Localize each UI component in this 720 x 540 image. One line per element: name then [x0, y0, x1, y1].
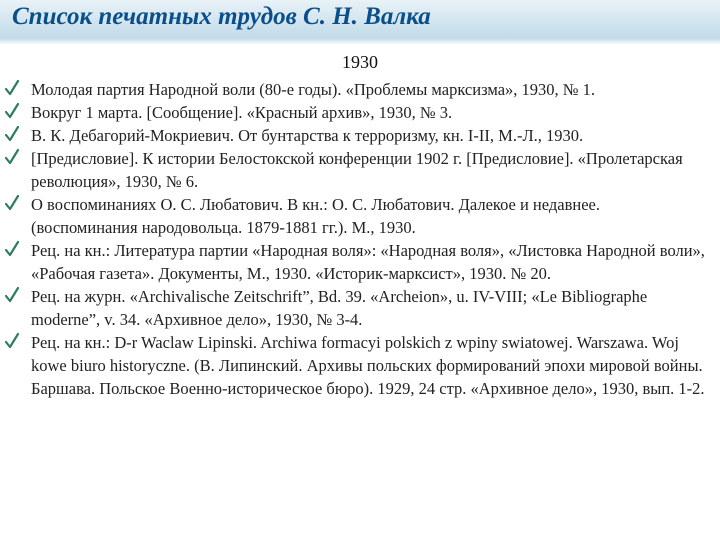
checkmark-icon	[5, 79, 19, 97]
year-heading: 1930	[342, 52, 378, 72]
entry-text: Молодая партия Народной воли (80-е годы). «Проблемы марксизма», 1930, № 1.	[31, 80, 596, 99]
entry-text: Вокруг 1 марта. [Сообщение]. «Красный архив», 1930, № 3.	[31, 103, 453, 122]
entry-text: Рец. на кн.: Литература партии «Народная воля»: «Народная воля», «Листовка Народной воли», «Рабочая газета». Документы, М., 1930. «Историк-марксист», 1930. № 20.	[31, 241, 705, 283]
entry-text: Рец. на журн. «Archivalische Zeitschrift”, Bd. 39. «Archeion», u. IV-VIII; «Le Bibliographe moderne”, v. 34. «Архивное дело», 1930, № 3-4.	[31, 287, 648, 329]
list-item	[0, 193, 720, 239]
checkmark-icon	[5, 286, 19, 304]
checkmark-icon	[5, 125, 19, 143]
checkmark-icon	[5, 240, 19, 258]
list-item	[0, 101, 720, 124]
publication-list	[0, 78, 720, 400]
slide-title: Список печатных трудов С. Н. Валка	[12, 3, 431, 30]
list-item	[0, 78, 720, 101]
checkmark-icon	[5, 102, 19, 120]
entry-text: В. К. Дебагорий-Мокриевич. От бунтарства к терроризму, кн. I-II, М.-Л., 1930.	[31, 126, 584, 145]
entry-text: О воспоминаниях О. С. Любатович. В кн.: О. С. Любатович. Далекое и недавнее. (воспоминания народовольца. 1879-1881 гг.). М., 1930.	[31, 195, 600, 237]
checkmark-icon	[5, 332, 19, 350]
list-item	[0, 147, 720, 193]
list-item	[0, 239, 720, 285]
entry-text: [Предисловие]. К истории Белостокской конференции 1902 г. [Предисловие]. «Пролетарская революция», 1930, № 6.	[31, 149, 683, 191]
checkmark-icon	[5, 194, 19, 212]
entry-text: Рец. на кн.: D-r Waclaw Lipinski. Archiwa formacyi polskich z wpiny swiatowej. Warszawa. Woj kowe biuro historyczne. (В. Липинский. Архивы польских формирований эпохи мировой войны. Баршава. Польское Военно-историческое бюро). 1929, 24 стр. «Архивное дело», 1930, вып. 1-2.	[31, 333, 705, 398]
list-item	[0, 124, 720, 147]
checkmark-icon	[5, 148, 19, 166]
list-item	[0, 285, 720, 331]
title-bar	[0, 0, 720, 44]
list-item	[0, 331, 720, 400]
